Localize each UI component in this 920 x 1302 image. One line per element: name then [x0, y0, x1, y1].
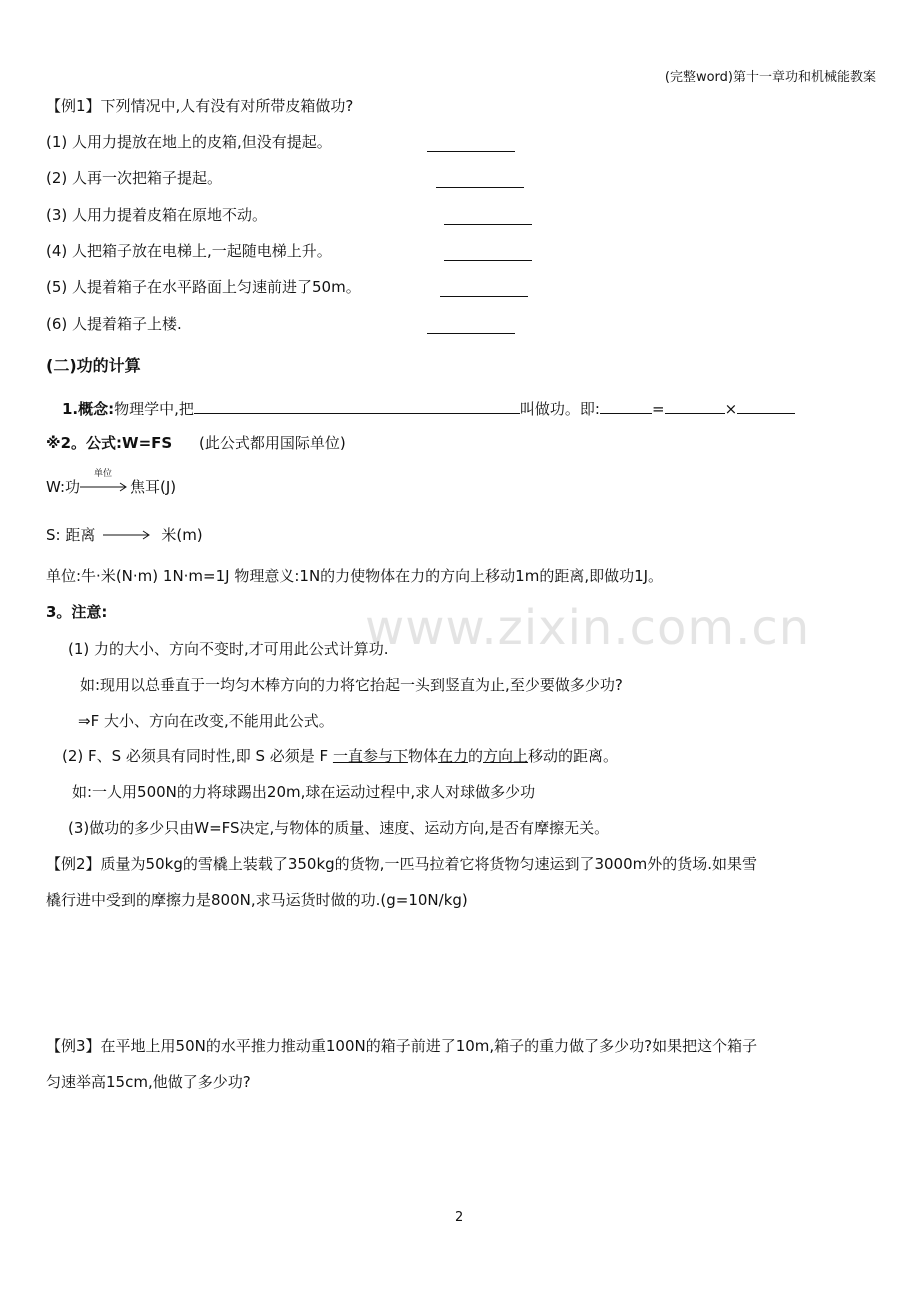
example1-item-1: (1) 人用力提放在地上的皮箱,但没有提起。 [46, 133, 332, 151]
w-right: 焦耳(J) [130, 478, 177, 496]
example1-item-6: (6) 人提着箱子上楼. [46, 315, 182, 333]
note-2-example: 如:一人用500N的力将球踢出20m,球在运动过程中,求人对球做多少功 [72, 783, 536, 801]
note-2-underline-3: 方向上 [483, 747, 529, 765]
work-blank[interactable] [600, 398, 652, 414]
example3-line-1: 【例3】在平地上用50N的水平推力推动重100N的箱子前进了10m,箱子的重力做了多少功?如果把这个箱子 [46, 1037, 758, 1055]
formula-label: ※2。公式:W=FS [46, 434, 173, 452]
note-1: (1) 力的大小、方向不变时,才可用此公式计算功. [68, 640, 389, 658]
arrow-right-icon [103, 529, 153, 541]
s-definition-line [46, 525, 203, 545]
note-2-b: 物体 [407, 747, 438, 765]
distance-blank[interactable] [737, 398, 795, 414]
answer-blank-5[interactable] [440, 295, 528, 297]
concept-text: 物理学中,把 [114, 400, 194, 418]
equals-sign: = [651, 400, 665, 418]
note-2-a: (2) F、S 必须具有同时性,即 S 必须是 F [62, 747, 333, 765]
example3-line-2: 匀速举高15cm,他做了多少功? [46, 1073, 251, 1091]
times-sign: × [724, 400, 738, 418]
note-2-d: 移动的距离。 [528, 747, 619, 765]
s-arrow [103, 525, 153, 545]
s-right: 米(m) [161, 526, 203, 544]
formula-note: (此公式都用国际单位) [198, 434, 346, 452]
note-2 [62, 746, 618, 766]
concept-blank[interactable] [194, 398, 520, 414]
example2-line-2: 橇行进中受到的摩擦力是800N,求马运货时做的功.(g=10N/kg) [46, 891, 468, 909]
note-2-underline-1: 一直参与下 [332, 747, 408, 765]
header-title: (完整word)第十一章功和机械能教案 [664, 70, 876, 85]
example1-item-2: (2) 人再一次把箱子提起。 [46, 169, 223, 187]
s-left: S: 距离 [46, 526, 96, 544]
answer-blank-3[interactable] [444, 223, 532, 225]
concept-mid: 叫做功。即: [519, 400, 600, 418]
note-2-underline-2: 在力 [437, 747, 468, 765]
concept-prefix: 1.概念: [62, 400, 115, 418]
page-number: 2 [455, 1210, 464, 1225]
w-left: W:功 [46, 478, 81, 496]
note-1-example: 如:现用以总垂直于一均匀木棒方向的力将它抬起一头到竖直为止,至少要做多少功? [80, 676, 623, 694]
answer-blank-2[interactable] [436, 186, 524, 188]
formula-line [46, 433, 346, 453]
example1-item-5: (5) 人提着箱子在水平路面上匀速前进了50m。 [46, 278, 361, 296]
answer-blank-1[interactable] [427, 150, 515, 152]
w-definition-line [46, 469, 177, 497]
answer-blank-6[interactable] [427, 332, 515, 334]
note-3: (3)做功的多少只由W=FS决定,与物体的质量、速度、运动方向,是否有摩擦无关。 [68, 819, 610, 837]
arrow-right-icon [80, 481, 130, 493]
note-heading: 3。注意: [46, 603, 108, 621]
example1-item-3: (3) 人用力提着皮箱在原地不动。 [46, 206, 268, 224]
answer-blank-4[interactable] [444, 259, 532, 261]
unit-arrow-label: 单位 [94, 469, 113, 479]
section-heading: (二)功的计算 [46, 356, 141, 375]
example2-line-1: 【例2】质量为50kg的雪橇上装载了350kg的货物,一匹马拉着它将货物匀速运到了3000m外的货场.如果雪 [46, 855, 758, 873]
unit-arrow [80, 469, 130, 497]
concept-line [62, 398, 795, 419]
force-blank[interactable] [665, 398, 725, 414]
example1-question: 【例1】下列情况中,人有没有对所带皮箱做功? [46, 97, 354, 115]
unit-line: 单位:牛·米(N·m) 1N·m=1J 物理意义:1N的力使物体在力的方向上移动1m的距离,即做功1J。 [46, 567, 664, 585]
note-2-c: 的 [467, 747, 483, 765]
watermark: www.zixin.com.cn [365, 600, 811, 656]
note-1-conclusion: ⇒F 大小、方向在改变,不能用此公式。 [78, 712, 334, 730]
example1-item-4: (4) 人把箱子放在电梯上,一起随电梯上升。 [46, 242, 332, 260]
